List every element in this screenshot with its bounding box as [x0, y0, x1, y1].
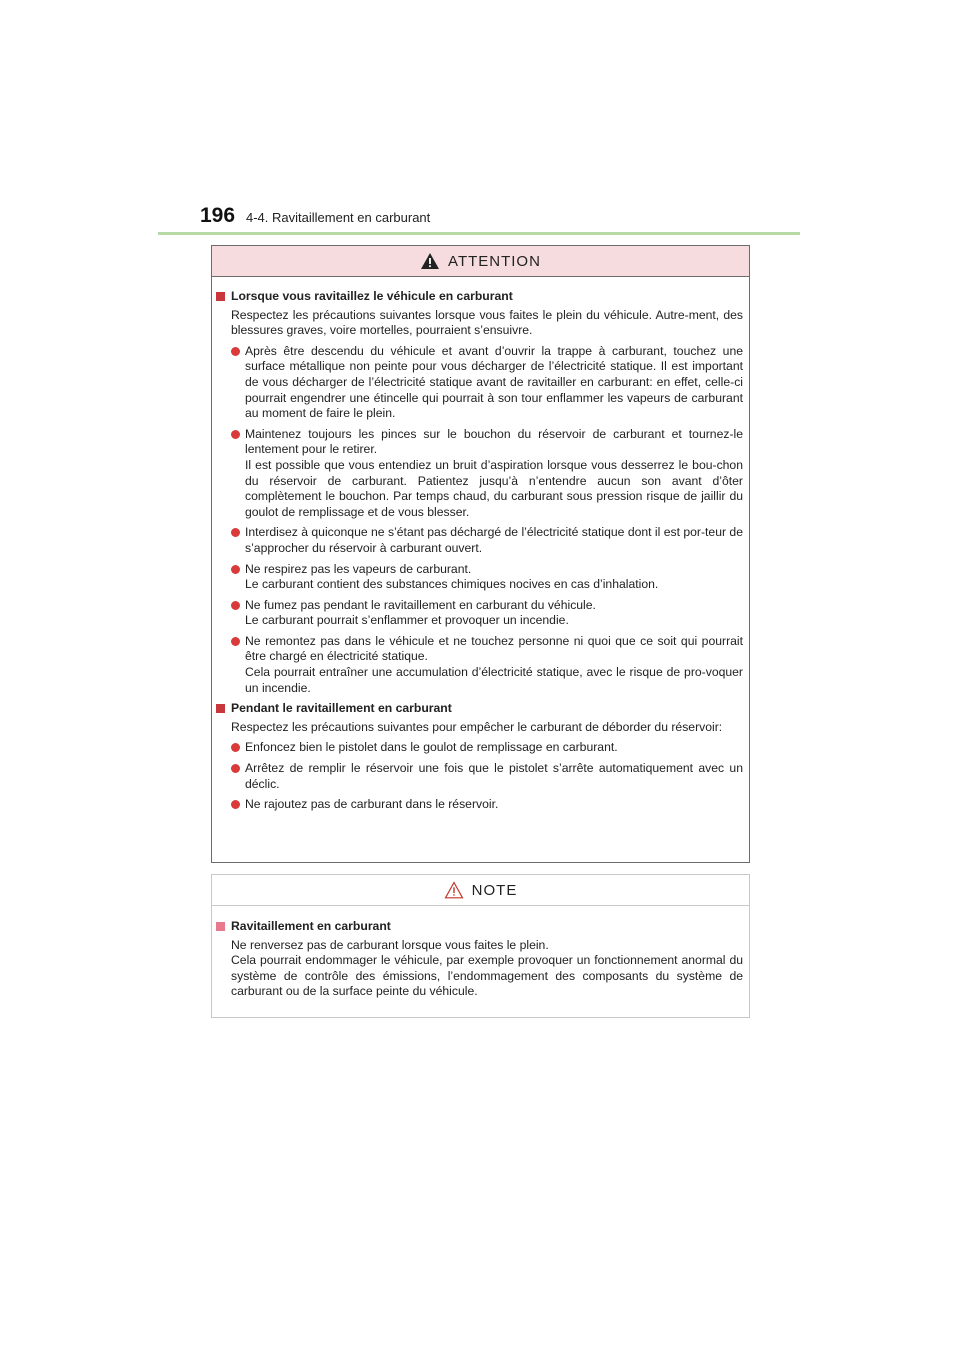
warning-box-body: [212, 277, 749, 813]
section-heading: Pendant le ravitaillement en carburant: [216, 701, 743, 717]
round-bullet-icon: [231, 637, 240, 646]
list-item: Après être descendu du véhicule et avant d’ouvrir la trappe à carburant, touchez une surface métallique non peinte pour vous décharger de l’électricité statique. Il est important de vous décharger de l’électricité statique avant de ravitailler en carburant: en effet, celle-ci pourrait engendrer une étincelle qui pourrait à son tour enflammer les vapeurs de carburant au moment de faire le plein.: [216, 344, 743, 422]
list-item: Arrêtez de remplir le réservoir une fois que le pistolet s’arrête automatiquement avec un déclic.: [216, 761, 743, 792]
square-bullet-icon: [216, 704, 225, 713]
list-item: Ne fumez pas pendant le ravitaillement en carburant du véhicule. Le carburant pourrait s’enflammer et provoquer un incendie.: [216, 598, 743, 629]
list-item: Maintenez toujours les pinces sur le bouchon du réservoir de carburant et tournez-le lentement pour le retirer. Il est possible que vous entendiez un bruit d’aspiration lorsque vous desserrez le bou-chon du réservoir de carburant. Patientez jusqu’à n’entendre aucun son avant d’ôter complètement le bouchon. Par temps chaud, du carburant sous pression risque de jaillir du goulot de remplissage et de vous blesser.: [216, 427, 743, 521]
round-bullet-icon: [231, 565, 240, 574]
list-item: Interdisez à quiconque ne s’étant pas déchargé de l’électricité statique dont il est por-teur de s’approcher du réservoir à carburant ouvert.: [216, 525, 743, 556]
round-bullet-icon: [231, 800, 240, 809]
page-header: [200, 200, 800, 236]
round-bullet-icon: [231, 430, 240, 439]
note-box-header: [212, 875, 749, 906]
list-item: Ne respirez pas les vapeurs de carburant. Le carburant contient des substances chimiques nocives en cas d’inhalation.: [216, 562, 743, 593]
section-title: 4-4. Ravitaillement en carburant: [246, 210, 431, 225]
square-bullet-icon: [216, 922, 225, 931]
section-heading: Lorsque vous ravitaillez le véhicule en carburant: [216, 289, 743, 305]
note-box-body: [212, 906, 749, 1000]
note-text: Ne renversez pas de carburant lorsque vous faites le plein. Cela pourrait endommager le véhicule, par exemple provoquer un fonctionnement anormal du système de contrôle des émissions, l’endommagement des composants du système de carburant ou de la surface peinte du véhicule.: [231, 937, 743, 999]
round-bullet-icon: [231, 528, 240, 537]
list-item: Ne remontez pas dans le véhicule et ne touchez personne ni quoi que ce soit qui pourrait être chargé en électricité statique. Cela pourrait entraîner une accumulation d’électricité statique, avec le risque de pro-voquer un incendie.: [216, 634, 743, 696]
page-number: 196: [200, 204, 236, 227]
warning-box-header: [212, 246, 749, 277]
round-bullet-icon: [231, 764, 240, 773]
list-item: Enfoncez bien le pistolet dans le goulot de remplissage en carburant.: [216, 740, 743, 756]
round-bullet-icon: [231, 601, 240, 610]
section-intro: Respectez les précautions suivantes pour empêcher le carburant de déborder du réservoir:: [231, 719, 723, 734]
note-label: NOTE: [471, 881, 518, 899]
list-item: Ne rajoutez pas de carburant dans le réservoir.: [216, 797, 743, 813]
warning-box: [211, 245, 750, 863]
warning-triangle-icon: [420, 252, 440, 270]
note-box: [211, 874, 750, 1018]
section-intro: Respectez les précautions suivantes lorsque vous faites le plein du véhicule. Autre-ment, des blessures graves, voire mortelles, pourraient s’ensuivre.: [231, 307, 743, 338]
warning-triangle-outline-icon: [444, 881, 464, 899]
round-bullet-icon: [231, 743, 240, 752]
header-rule: [158, 232, 800, 235]
section-heading: Ravitaillement en carburant: [216, 919, 743, 935]
square-bullet-icon: [216, 292, 225, 301]
round-bullet-icon: [231, 347, 240, 356]
warning-label: ATTENTION: [448, 252, 541, 270]
